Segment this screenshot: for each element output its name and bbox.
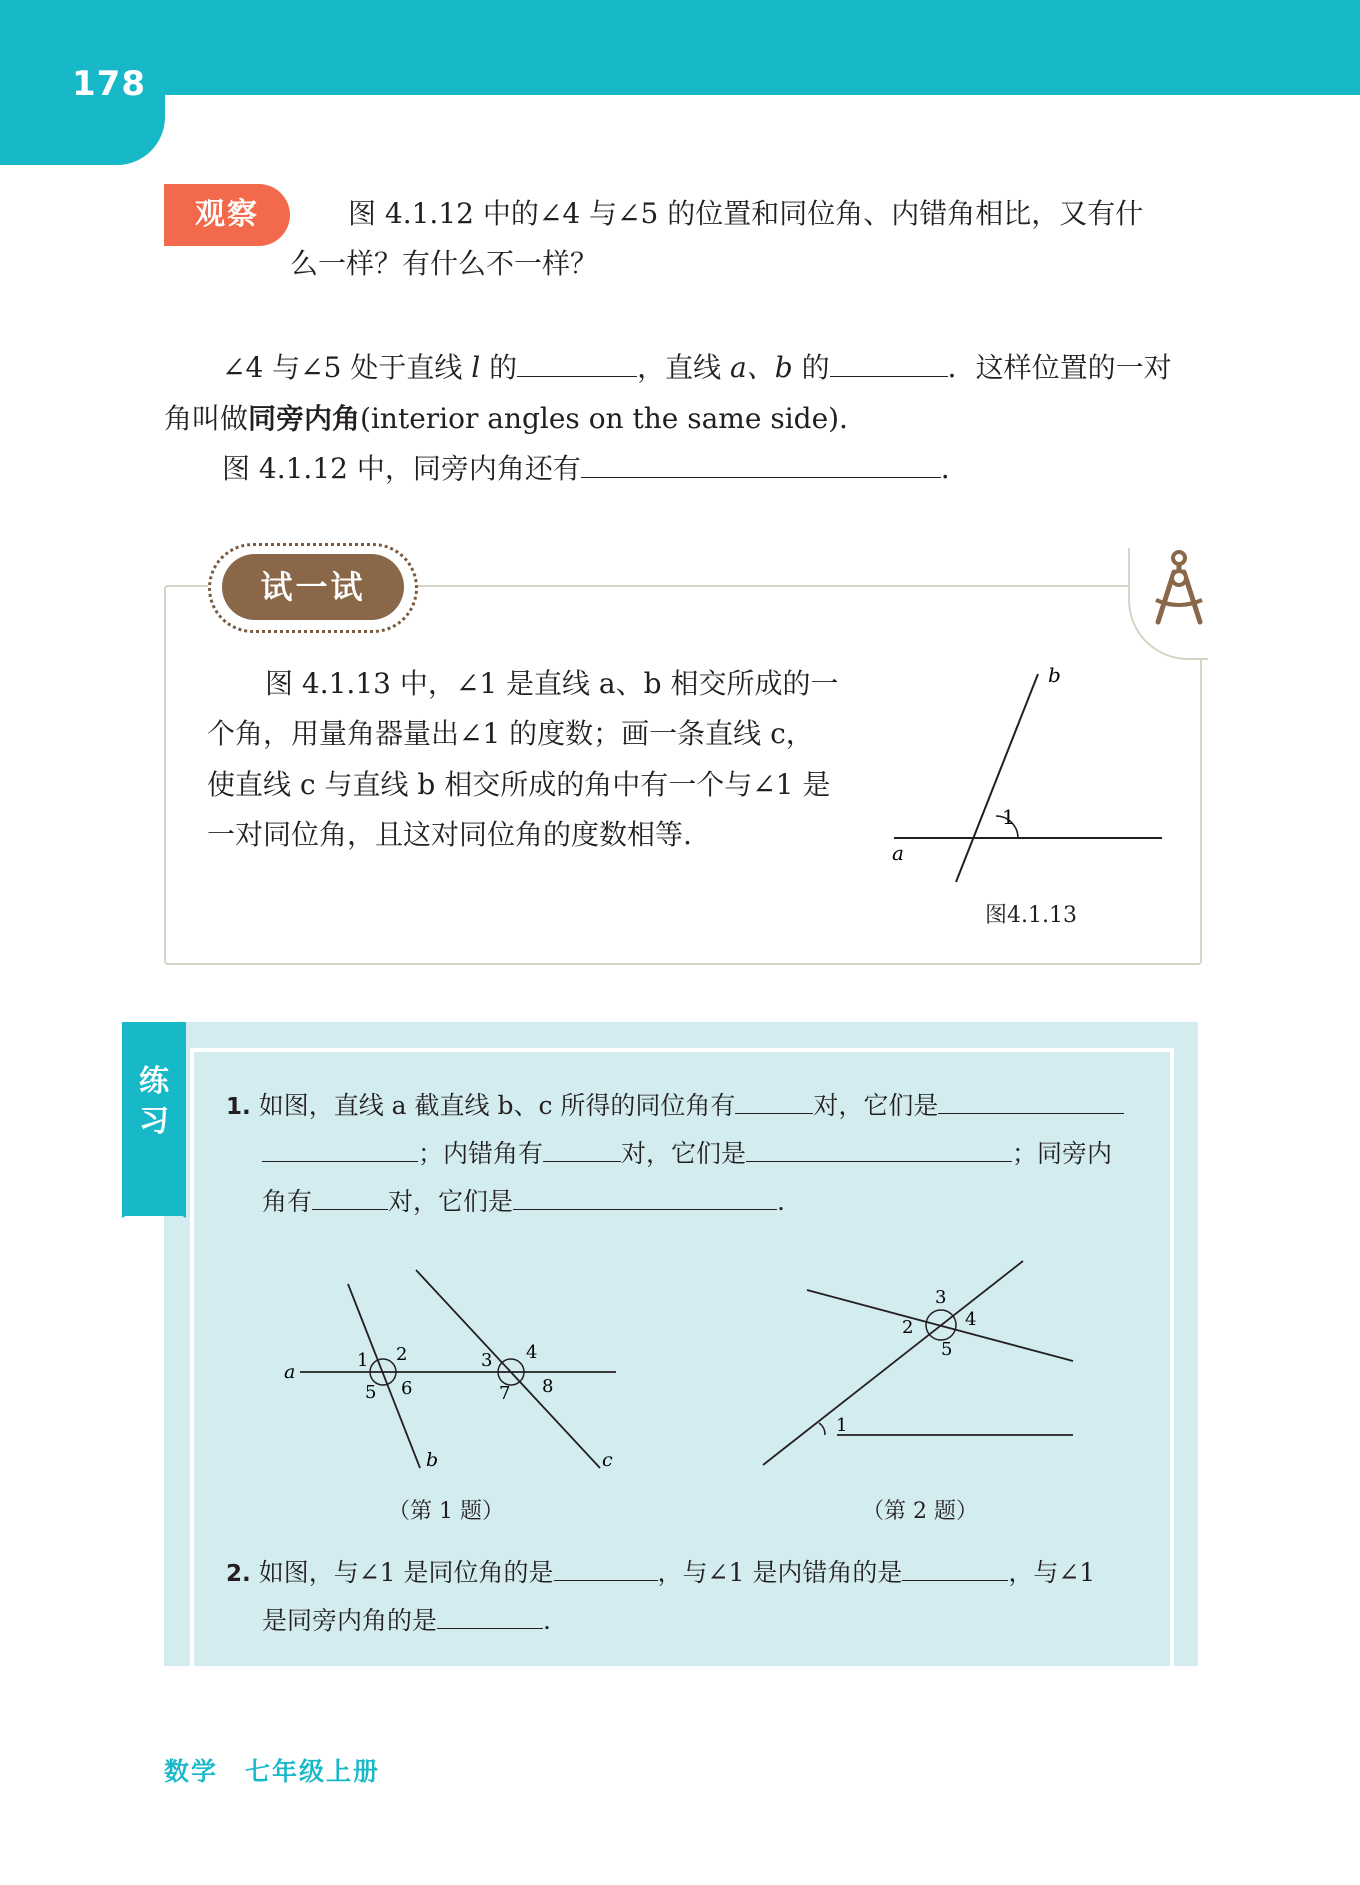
figure-question-1-caption: （第 1 题） xyxy=(388,1499,504,1524)
observe-badge: 观察 xyxy=(164,184,290,246)
definition-line-3: 图 4.1.12 中，同旁内角还有 ． xyxy=(222,444,969,494)
try-it-line-2: 个角，用量角器量出∠1 的度数；画一条直线 c， xyxy=(207,717,814,750)
fig2-angle-5: 5 xyxy=(941,1339,953,1360)
question-number: 2. xyxy=(226,1561,251,1587)
fig1-angle-1: 1 xyxy=(357,1350,369,1371)
fig1-angle-7: 7 xyxy=(499,1383,511,1404)
answer-blank[interactable] xyxy=(262,1135,418,1162)
figure-question-1 xyxy=(280,1260,630,1479)
answer-blank[interactable] xyxy=(581,447,941,478)
question-1-line-3: 角有 对，它们是 . xyxy=(262,1178,785,1226)
fig1-angle-3: 3 xyxy=(481,1350,493,1371)
label-line-b: b xyxy=(1048,663,1061,687)
fig1-angle-6: 6 xyxy=(401,1378,413,1399)
answer-blank[interactable] xyxy=(517,346,637,377)
footer-book-title: 数学 七年级上册 xyxy=(164,1757,381,1786)
exercise-ribbon-notch xyxy=(122,1180,186,1224)
try-it-line-1: 图 4.1.13 中，∠1 是直线 a、b 相交所成的一 xyxy=(265,667,839,700)
definition-line-1: ∠4 与∠5 处于直线 l 的 ，直线 a、b 的 ．这样位置的一对 xyxy=(222,343,1172,393)
question-2-line-2: 是同旁内角的是 . xyxy=(262,1597,551,1645)
exercise-ribbon-title: 练 习 xyxy=(139,1064,169,1139)
term-interior-angles: 同旁内角 xyxy=(248,402,361,435)
figure-4-1-13-caption: 图4.1.13 xyxy=(985,903,1077,928)
fig2-angle-2: 2 xyxy=(902,1317,914,1338)
question-number: 1. xyxy=(226,1094,251,1120)
definition-line-2: 角叫做同旁内角(interior angles on the same side)． xyxy=(164,402,868,435)
try-it-badge: 试一试 xyxy=(222,554,404,620)
label-line-a: a xyxy=(892,841,904,865)
answer-blank[interactable] xyxy=(746,1135,1012,1162)
compass-icon xyxy=(1146,548,1212,632)
answer-blank[interactable] xyxy=(437,1602,543,1629)
answer-blank[interactable] xyxy=(312,1183,388,1210)
header-band xyxy=(0,0,1360,95)
fig1-label-c: c xyxy=(602,1449,613,1471)
label-angle-1: 1 xyxy=(1002,805,1015,829)
figure-question-2 xyxy=(755,1255,1085,1479)
fig2-angle-4: 4 xyxy=(965,1309,977,1330)
figure-4-1-13 xyxy=(880,660,1180,894)
question-1-line-2: ；内错角有 对，它们是 ；同旁内 xyxy=(262,1130,1112,1178)
fig2-angle-3: 3 xyxy=(935,1287,947,1308)
fig1-angle-4: 4 xyxy=(526,1342,538,1363)
fig1-label-b: b xyxy=(426,1449,439,1471)
observe-line-1: 图 4.1.12 中的∠4 与∠5 的位置和同位角、内错角相比，又有什 xyxy=(348,197,1144,230)
observe-line-2: 么一样？有什么不一样？ xyxy=(290,247,599,280)
answer-blank[interactable] xyxy=(938,1087,1124,1114)
try-it-line-4: 一对同位角，且这对同位角的度数相等. xyxy=(207,818,692,851)
answer-blank[interactable] xyxy=(543,1135,621,1162)
answer-blank[interactable] xyxy=(830,346,948,377)
question-2-line-1: 2. 如图，与∠1 是同位角的是 ，与∠1 是内错角的是 ，与∠1 xyxy=(226,1549,1095,1598)
fig2-angle-1: 1 xyxy=(836,1415,848,1436)
fig1-label-a: a xyxy=(284,1361,296,1383)
question-1-line-1: 1. 如图，直线 a 截直线 b、c 所得的同位角有 对，它们是 xyxy=(226,1082,1124,1131)
answer-blank[interactable] xyxy=(554,1554,658,1581)
answer-blank[interactable] xyxy=(735,1087,813,1114)
fig1-angle-8: 8 xyxy=(542,1376,554,1397)
answer-blank[interactable] xyxy=(513,1183,777,1210)
fig1-angle-5: 5 xyxy=(365,1382,377,1403)
answer-blank[interactable] xyxy=(902,1554,1008,1581)
figure-question-2-caption: （第 2 题） xyxy=(862,1499,978,1524)
try-it-line-3: 使直线 c 与直线 b 相交所成的角中有一个与∠1 是 xyxy=(207,768,831,801)
page-number: 178 xyxy=(72,64,146,104)
fig1-angle-2: 2 xyxy=(396,1344,408,1365)
